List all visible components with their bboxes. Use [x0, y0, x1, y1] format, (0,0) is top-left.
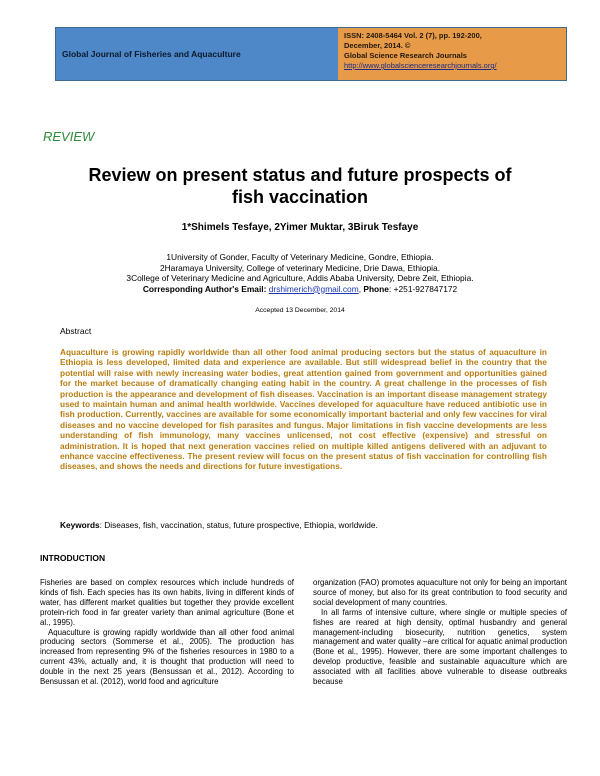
journal-name: Global Journal of Fisheries and Aquaculture: [62, 49, 241, 59]
article-title: Review on present status and future prospects of fish vaccination: [88, 165, 512, 207]
affiliations: [40, 252, 560, 294]
intro-paragraph-3: organization (FAO) promotes aquaculture not only for being an important source of money, but also for its great contribution to food security and social development of many countries.: [313, 578, 567, 607]
corresponding-author: Corresponding Author's Email: drshimerich@gmail.com, Phone: +251-927847172: [142, 283, 458, 294]
keywords: Keywords: Diseases, fish, vaccination, status, future prospective, Ethiopia, worldwide.: [60, 520, 378, 530]
left-column: [40, 578, 294, 687]
journal-name-panel: [56, 28, 338, 80]
date-line: December, 2014. ©: [344, 41, 411, 50]
intro-paragraph-1: Fisheries are based on complex resources which include hundreds of kinds of fish. Each species has its own habits, living in different kinds of water, has different market qualities but together they provide excellent protein-rich food in far greater variety than animal agriculture (Bone et al., 1995).: [40, 578, 294, 627]
introduction-heading: INTRODUCTION: [40, 553, 106, 563]
email-link[interactable]: drshimerich@gmail.com: [268, 283, 359, 294]
journal-url-link[interactable]: http://www.globalscienceresearchjournals.org/: [344, 61, 497, 70]
author-list: 1*Shimels Tesfaye, 2Yimer Muktar, 3Biruk Tesfaye: [181, 222, 419, 233]
phone-number: +251-927847172: [393, 283, 458, 294]
intro-paragraph-4: In all farms of intensive culture, where single or multiple species of fishes are reared at high density, optimal husbandry and general management-including biosecurity, nutrition genetics, system management and water quality –are critical for aquatic animal production (Bone et al., 1995). However, there are some important challenges to develop productive, feasible and sustainable aquaculture which are associated with all facilities above vulnerable to disease outbreaks because: [313, 607, 567, 687]
keywords-list: Diseases, fish, vaccination, status, future prospective, Ethiopia, worldwide.: [104, 520, 378, 530]
right-column: [313, 578, 567, 687]
journal-header: [55, 27, 567, 81]
affiliation-1: 1University of Gonder, Faculty of Veterinary Medicine, Gondre, Ethiopia.: [166, 252, 434, 262]
phone-label: Phone: [363, 283, 389, 294]
issn-line: ISSN: 2408-5464 Vol. 2 (7), pp. 192-200,: [344, 31, 482, 40]
article-type-label: REVIEW: [43, 129, 95, 144]
keywords-label: Keywords: [60, 520, 100, 530]
affiliation-2: 2Haramaya University, College of veterinary Medicine, Drie Dawa, Ethiopia.: [159, 262, 441, 273]
abstract-heading: Abstract: [60, 326, 92, 336]
accepted-date: Accepted 13 December, 2014: [255, 307, 345, 314]
issn-panel: [338, 28, 566, 80]
abstract-text: Aquaculture is growing rapidly worldwide than all other food animal producing sectors but the status of aquaculture in Ethiopia is less developed, limited data and experience are available. But still widespread belief in the country that the potential will raise with newly increasing water bodies, great attention gained from government and opportunities gained for the market because of dramatically changing eating habit in the country. A great challenge in the processes of fish production is the appearance and development of fish diseases. Vaccination is an important disease management strategy used to maintain human and animal health worldwide. Vaccines developed for aquaculture have reduced antibiotic use in fish production. Currently, vaccines are available for some economically important bacterial and only few vaccines for viral diseases and no vaccine developed for fish parasites and fungus. Major limitations in fish vaccine developments are less understanding of fish immunology, many vaccines unlicensed, not cost effective (expensive) and stressful on administration. It is hoped that next generation vaccines relied on multiple killed antigens delivered with an adjuvant to enhance vaccine effectiveness. The present review will focus on the present status of fish vaccination for controlling fish diseases, and shows the needs and directions for future investigations.: [60, 347, 547, 472]
publisher-line: Global Science Research Journals: [344, 51, 467, 60]
intro-paragraph-2: Aquaculture is growing rapidly worldwide than all other food animal producing sectors (Sommerse et al., 2005). The production has increased from representing 9% of the fisheries resources in 1980 to a current 43%, actually and, it is thought that production will need to double in the next 25 years (Bensussan et al., 2012). According to Bensussan et al. (2012), world food and agriculture: [40, 627, 294, 687]
corresponding-label: Corresponding Author's Email: [142, 283, 264, 294]
affiliation-3: 3College of Veterinary Medicine and Agriculture, Addis Ababa University, Debre Zeit, Ethiopia.: [126, 273, 474, 283]
